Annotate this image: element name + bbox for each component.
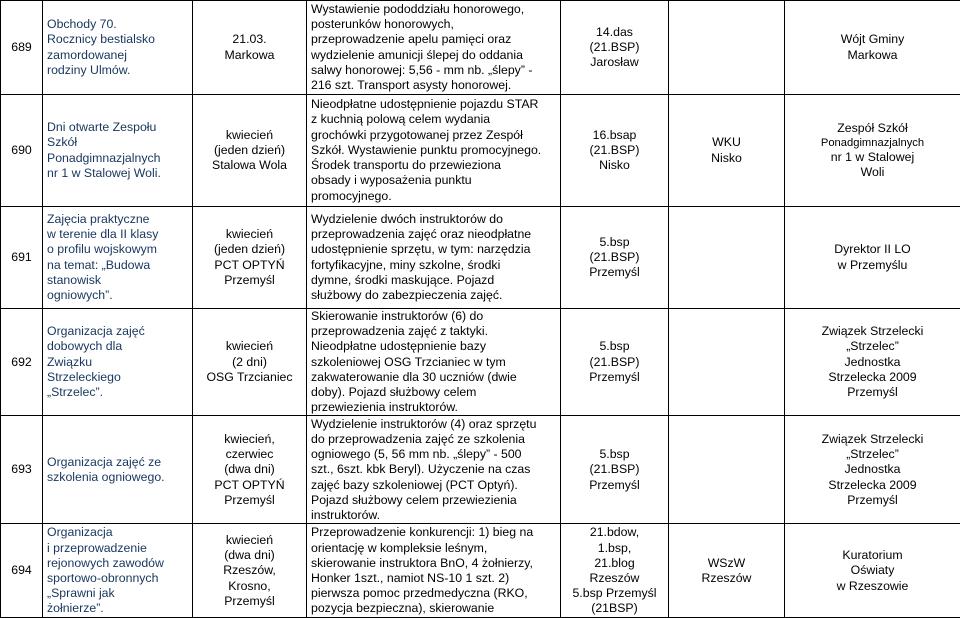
partner-line: nr 1 w Stalowej Woli <box>789 150 956 180</box>
partner-cell: Związek Strzelecki „Strzelec” Jednostka Strzelecka 2009 Przemyśl <box>785 309 960 416</box>
unit-cell: 14.das (21.BSP) Jarosław <box>561 1 669 95</box>
description-cell: Przeprowadzenie konkurencji: 1) bieg na orientację w kompleksie leśnym, skierowanie instruktora BnO, 4 żołnierzy, Honker 1szt., namiot NS-10 1 szt. 2) pierwsza pomoc przedmedyczna (RKO, pozycja bezpieczna), skierowanie <box>307 524 561 618</box>
event-cell: Organizacja i przeprowadzenie rejonowych zawodów sportowo-obronnych „Sprawni jak żołnierze”. <box>43 524 193 618</box>
row-number: 692 <box>1 309 43 416</box>
partner-line: Ponadgimnazjalnych <box>789 136 956 150</box>
command-cell <box>669 1 785 95</box>
partner-cell <box>785 95 960 207</box>
date-place-cell: kwiecień (2 dni) OSG Trzcianiec <box>193 309 307 416</box>
event-cell: Zajęcia praktyczne w terenie dla II klasy o profilu wojskowym na temat: „Budowa stanowisk ogniowych”. <box>43 207 193 309</box>
unit-cell: 5.bsp (21.BSP) Przemyśl <box>561 309 669 416</box>
unit-cell: 5.bsp (21.BSP) Przemyśl <box>561 416 669 524</box>
command-cell <box>669 309 785 416</box>
date-place-cell: kwiecień, czerwiec (dwa dni) PCT OPTYŃ Przemyśl <box>193 416 307 524</box>
description-cell: Nieodpłatne udostępnienie pojazdu STAR z kuchnią polową celem wydania grochówki przygotowanej przez Zespół Szkół. Wystawienie punktu promocyjnego. Środek transportu do przewieziona obsady i wyposażenia punktu promocyjnego. <box>307 95 561 207</box>
event-cell: Dni otwarte Zespołu Szkół Ponadgimnazjalnych nr 1 w Stalowej Woli. <box>43 95 193 207</box>
partner-cell: Związek Strzelecki „Strzelec” Jednostka Strzelecka 2009 Przemyśl <box>785 416 960 524</box>
date-place-cell: kwiecień (jeden dzień) Stalowa Wola <box>193 95 307 207</box>
partner-cell: Dyrektor II LO w Przemyślu <box>785 207 960 309</box>
description-cell: Wystawienie pododdziału honorowego, posterunków honorowych, przeprowadzenie apelu pamięci oraz wydzielenie amunicji ślepej do oddania salwy honorowej: 5,56 - mm nb. „ślepy” - 216 szt. Transport asysty honorowej. <box>307 1 561 95</box>
table-row <box>1 207 960 309</box>
command-cell <box>669 416 785 524</box>
row-number: 690 <box>1 95 43 207</box>
description-cell: Wydzielenie instruktorów (4) oraz sprzętu do przeprowadzenia zajęć ze szkolenia ogniowego (5, 56 mm nb. „ślepy” - 500 szt., 6szt. kbk Beryl). Użyczenie na czas zajęć bazy szkoleniowej (PCT Optyń). Pojazd służbowy celem przewiezienia instruktorów. <box>307 416 561 524</box>
table-row <box>1 1 960 95</box>
row-number: 691 <box>1 207 43 309</box>
partner-cell: Kuratorium Oświaty w Rzeszowie <box>785 524 960 618</box>
command-cell <box>669 207 785 309</box>
unit-cell: 21.bdow, 1.bsp, 21.blog Rzeszów 5.bsp Przemyśl (21BSP) <box>561 524 669 618</box>
partner-cell: Wójt Gminy Markowa <box>785 1 960 95</box>
event-cell: Organizacja zajęć dobowych dla Związku Strzeleckiego „Strzelec”. <box>43 309 193 416</box>
command-cell: WSzW Rzeszów <box>669 524 785 618</box>
event-cell: Obchody 70. Rocznicy bestialsko zamordowanej rodziny Ulmów. <box>43 1 193 95</box>
table-row <box>1 95 960 207</box>
unit-cell: 16.bsap (21.BSP) Nisko <box>561 95 669 207</box>
date-place-cell: 21.03. Markowa <box>193 1 307 95</box>
table-row <box>1 416 960 524</box>
table-row <box>1 524 960 618</box>
description-cell: Skierowanie instruktorów (6) do przeprowadzenia zajęć z taktyki. Nieodpłatne udostępnienie bazy szkoleniowej OSG Trzcianiec w tym zakwaterowanie dla 30 uczniów (dwie doby). Pojazd służbowy celem przewiezienia instruktorów. <box>307 309 561 416</box>
row-number: 693 <box>1 416 43 524</box>
row-number: 694 <box>1 524 43 618</box>
unit-cell: 5.bsp (21.BSP) Przemyśl <box>561 207 669 309</box>
command-cell: WKU Nisko <box>669 95 785 207</box>
date-place-cell: kwiecień (jeden dzień) PCT OPTYŃ Przemyśl <box>193 207 307 309</box>
event-cell: Organizacja zajęć ze szkolenia ogniowego. <box>43 416 193 524</box>
row-number: 689 <box>1 1 43 95</box>
description-cell: Wydzielenie dwóch instruktorów do przeprowadzenia zajęć oraz nieodpłatne udostępnienie sprzętu, w tym: narzędzia fortyfikacyjne, miny szkolne, środki dymne, środki maskujące. Pojazd służbowy do zabezpieczenia zajęć. <box>307 207 561 309</box>
partner-line: Zespół Szkół <box>789 121 956 136</box>
date-place-cell: kwiecień (dwa dni) Rzeszów, Krosno, Przemyśl <box>193 524 307 618</box>
table-row <box>1 309 960 416</box>
